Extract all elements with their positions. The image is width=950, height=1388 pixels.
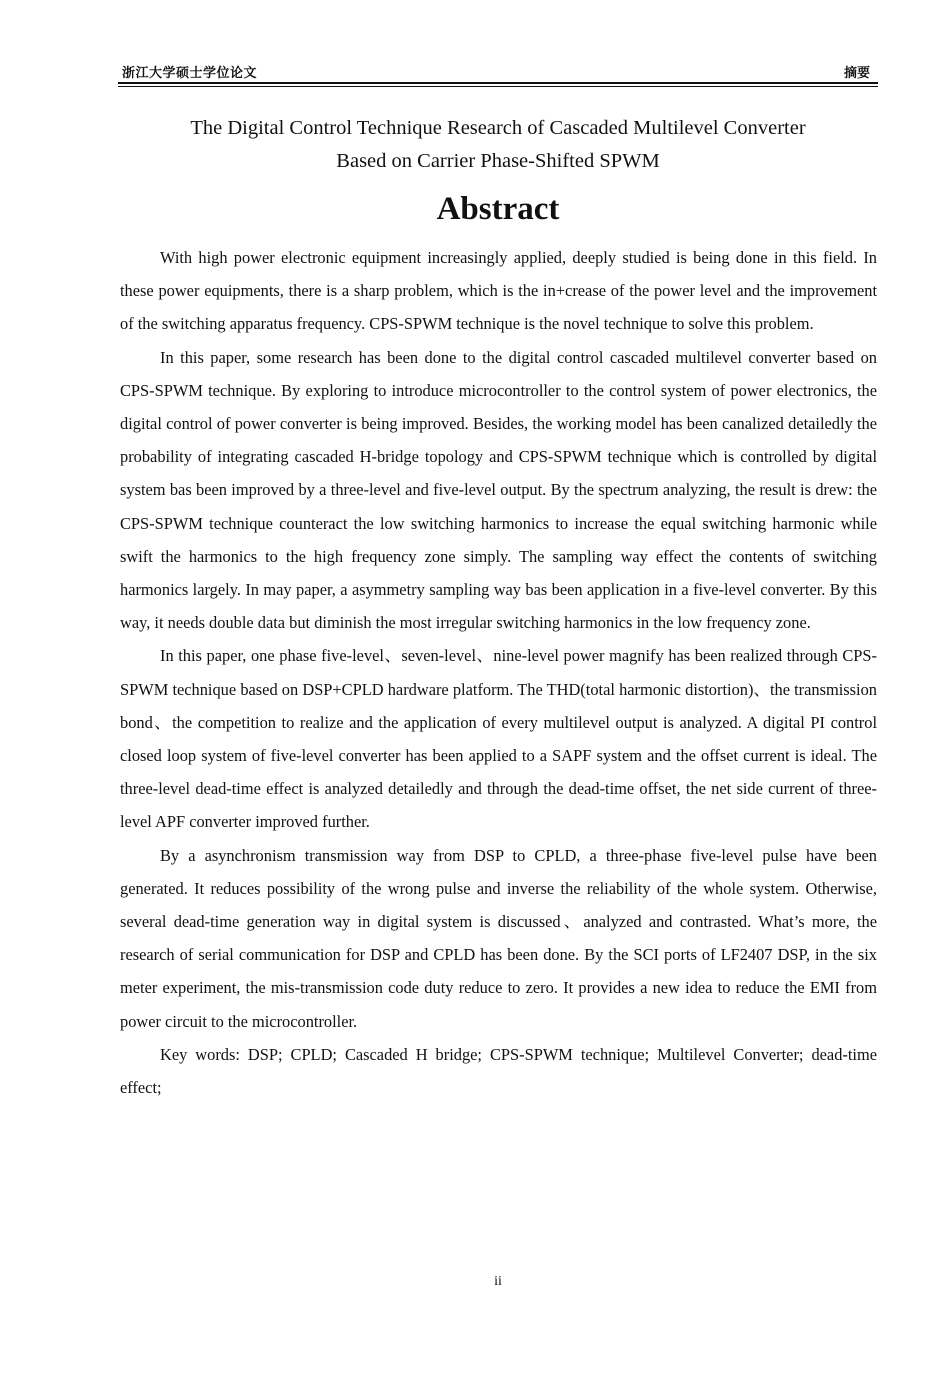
abstract-paragraph-1: With high power electronic equipment increasingly applied, deeply studied is being done in this field. In these power equipments, there is a sharp problem, which is the in+crease of the power level and the improvement of the switching apparatus frequency. CPS-SPWM technique is the novel technique to solve this problem. (120, 248, 877, 334)
paper-title-line-2: Based on Carrier Phase-Shifted SPWM (336, 150, 660, 172)
paper-title-line-1: The Digital Control Technique Research of Cascaded Multilevel Converter (190, 117, 806, 139)
abstract-heading: Abstract (436, 191, 560, 227)
paper-title (118, 112, 878, 178)
page-number: ii (494, 1274, 502, 1289)
header-divider (118, 82, 878, 84)
header-section-label: 摘要 (843, 66, 870, 81)
abstract-body (120, 241, 877, 1104)
header-divider-thin (118, 86, 878, 87)
running-header (118, 60, 878, 84)
abstract-paragraph-3: In this paper, one phase five-level、seven-level、nine-level power magnify has been realized through CPS-SPWM technique based on DSP+CPLD hardware platform. The THD(total harmonic distortion)、the transmission bond、the competition to realize and the application of every multilevel output is analyzed. A digital PI control closed loop system of five-level converter has been applied to a SAPF system and the offset current is ideal. The three-level dead-time effect is analyzed detailedly and through the dead-time offset, the net side current of three-level APF converter improved further. (120, 646, 877, 832)
keywords-paragraph: Key words: DSP; CPLD; Cascaded H bridge; CPS-SPWM technique; Multilevel Converter; dead-time effect; (120, 1044, 877, 1098)
abstract-paragraph-2: In this paper, some research has been done to the digital control cascaded multilevel converter based on CPS-SPWM technique. By exploring to introduce microcontroller to the control system of power electronics, the digital control of power converter is being improved. Besides, the working model has been canalized detailedly the probability of integrating cascaded H-bridge topology and CPS-SPWM technique which is controlled by digital system bas been improved by a three-level and five-level output. By the spectrum analyzing, the result is drew: the CPS-SPWM technique counteract the low switching harmonics to increase the equal switching harmonic while swift the harmonics to the high frequency zone simply. The sampling way effect the contents of switching harmonics largely. In may paper, a asymmetry sampling way bas been application in a five-level converter. By this way, it needs double data but diminish the most irregular switching harmonics in the low frequency zone. (120, 347, 877, 633)
header-thesis-label: 浙江大学硕士学位论文 (122, 66, 258, 81)
abstract-paragraph-4: By a asynchronism transmission way from DSP to CPLD, a three-phase five-level pulse have been generated. It reduces possibility of the wrong pulse and inverse the reliability of the whole system. Otherwise, several dead-time generation way in digital system is discussed、analyzed and contrasted. What’s more, the research of serial communication for DSP and CPLD has been done. By the SCI ports of LF2407 DSP, in the six meter experiment, the mis-transmission code duty reduce to zero. It provides a new idea to reduce the EMI from power circuit to the microcontroller. (120, 845, 877, 1031)
